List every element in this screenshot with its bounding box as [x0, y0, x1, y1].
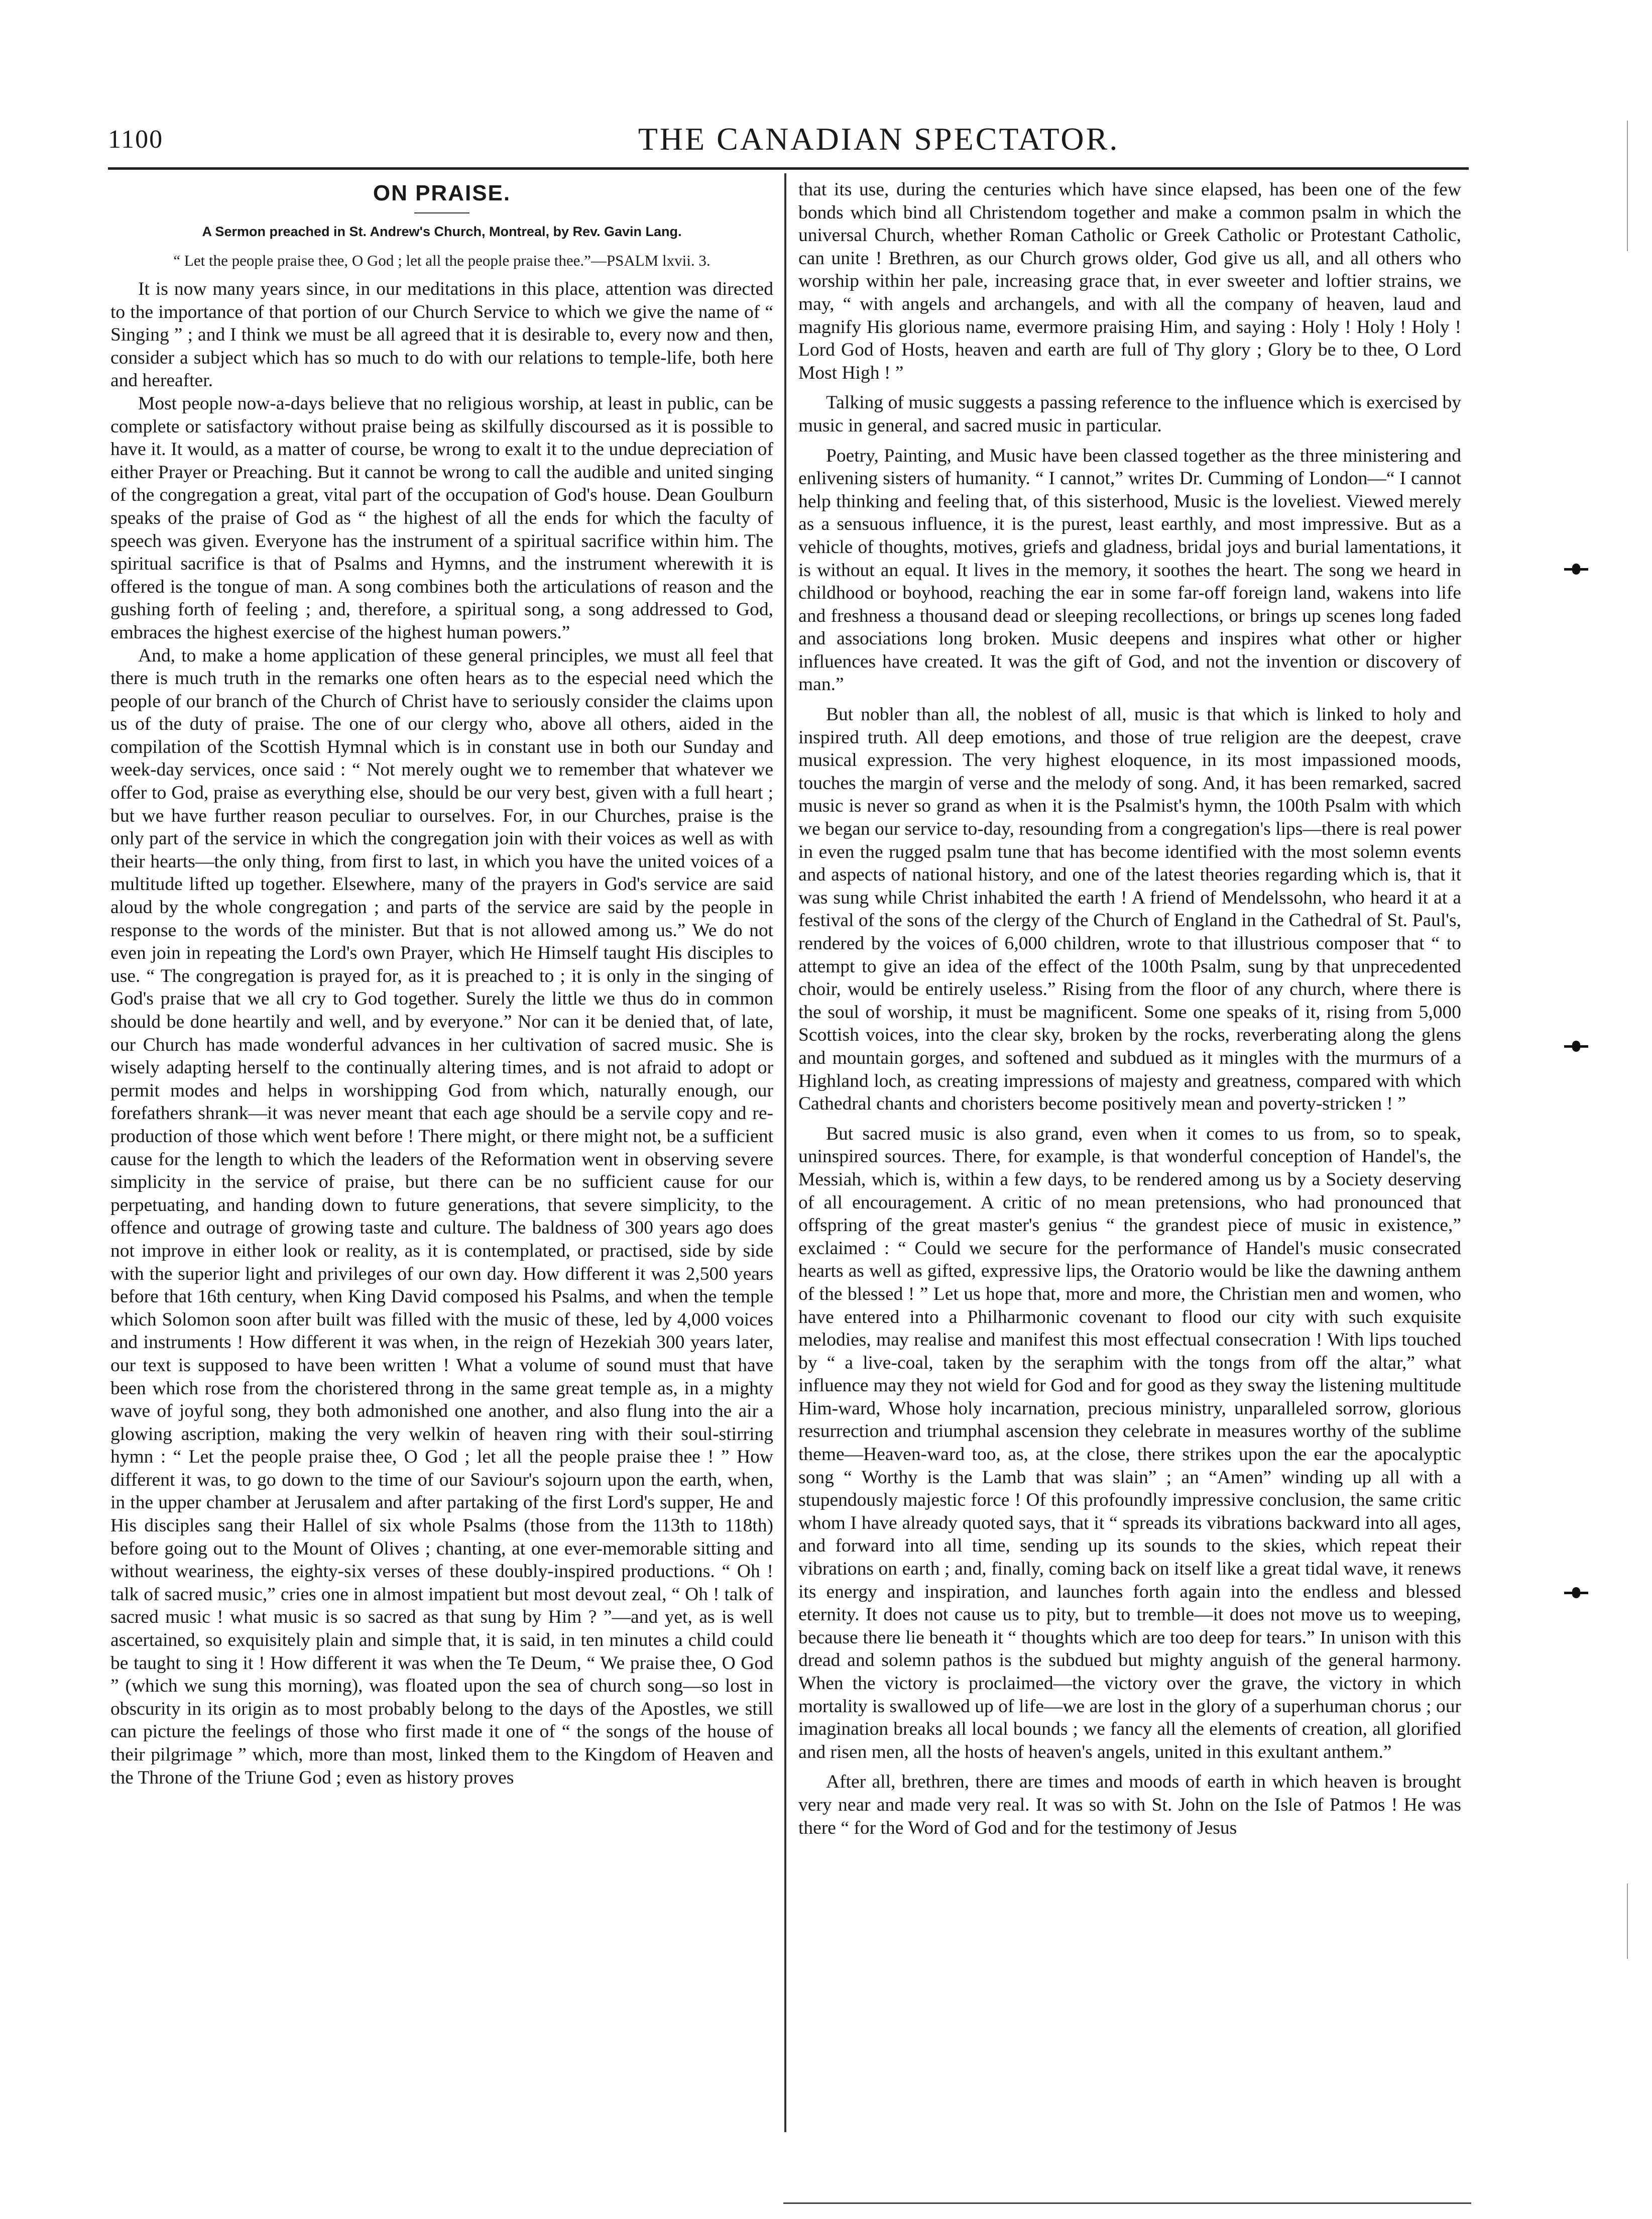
page-edge-line — [1627, 1883, 1628, 1959]
paragraph: Poetry, Painting, and Music have been classed together as the three ministering and enlivening sisters of humanity. “ I cannot,” writes Dr. Cumming of London—“ I cannot help thinking and feeling that, of this sisterhood, Music is the loveliest. Viewed merely as a sensuous influence, it is the purest, least earthly, and most impressive. But as a vehicle of thoughts, motives, griefs and gladness, bridal joys and burial lamentations, it is without an equal. It lives in the memory, it soothes the heart. The song we heard in childhood or boyhood, reaching the ear in some far-off foreign land, wakens into life and freshness a thousand dead or sleeping recollections, or brings up scenes long faded and associations long broken. Music deepens and inspires what other or higher influences have created. It was the gift of God, and not the invention or discovery of man.” — [798, 445, 1461, 695]
binding-hole-mark — [1564, 1587, 1588, 1598]
binding-hole-mark — [1564, 564, 1588, 575]
epigraph: “ Let the people praise thee, O God ; let all the people praise thee.”—PSALM lxvii. 3. — [173, 252, 711, 269]
page-edge-line — [1627, 121, 1628, 251]
paragraph: After all, brethren, there are times and moods of earth in which heaven is brought very near and made very real. It was so with St. John on the Isle of Patmos ! He was there “ for the Word of God and for the testimony of Jesus — [798, 1771, 1461, 1838]
paragraph: But sacred music is also grand, even when it comes to us from, so to speak, uninspired sources. There, for example, is that wonderful conception of Handel's, the Messiah, which is, within a few days, to be rendered among us by a Society deserving of all encouragement. A critic of no mean pretensions, who had pronounced that offspring of the great master's genius “ the grandest piece of music in existence,” exclaimed : “ Could we secure for the performance of Handel's music consecrated hearts as well as gifted, expressive lips, the Oratorio would be like the dawning anthem of the blessed ! ” Let us hope that, more and more, the Christian men and women, who have entered into a Philharmonic covenant to flood our city with such exquisite melodies, may realise and manifest this most effectual consecration ! With lips touched by “ a live-coal, taken by the seraphim with the tongs from off the altar,” what influence may they not wield for God and for good as they sway the listening multitude Him-ward, Whose holy incarnation, precious ministry, unparalleled sorrow, glorious resurrection and triumphal ascension they celebrate in measures worthy of the sublime theme—Heaven-ward too, as, at the close, there strikes upon the ear the apocalyptic song “ Worthy is the Lamb that was slain” ; an “Amen” winding up all with a stupendously majestic force ! Of this profoundly impressive conclusion, the same critic whom I have already quoted says, that it “ spreads its vibrations backward into all ages, and forward into all time, sending up its sounds to the skies, which repeat their vibrations on earth ; and, finally, coming back on itself like a great tidal wave, it renews its energy and inspiration, and launches forth again into the endless and blessed eternity. It does not cause us to pity, but to tremble—it does not move us to weeping, because there lie beneath it “ thoughts which are too deep for tears.” In unison with this dread and solemn pathos is the subdued but mighty anguish of the general harmony. When the victory is proclaimed—the victory over the grave, the victory in which mortality is swallowed up of life—we are lost in the glory of a superhuman chorus ; our imagination breaks all local bounds ; we fancy all the elements of creation, all glorified and risen men, all the hosts of heaven's angels, united in this exultant anthem.” — [798, 1123, 1461, 1762]
article-title: ON PRAISE. — [373, 181, 511, 205]
binding-hole-mark — [1564, 1041, 1588, 1052]
paragraph-continued: that its use, during the centuries which have since elapsed, has been one of the few bonds which bind all Christendom together and make a common psalm in which the universal Church, whether Roman Catholic or Greek Catholic or Protestant Catholic, can unite ! Brethren, as our Church grows older, God give us all, and all others who worship within her pale, increasing grace that, in ever sweeter and loftier strains, we may, “ with angels and archangels, and with all the company of heaven, laud and magnify His glorious name, evermore praising Him, and saying : Holy ! Holy ! Holy ! Lord God of Hosts, heaven and earth are full of Thy glory ; Glory be to thee, O Lord Most High ! ” — [798, 179, 1461, 383]
header-rule — [108, 167, 1469, 170]
paragraph: And, to make a home application of these general principles, we must all feel that there is much truth in the remarks one often hears as to the especial need which the people of our branch of the Church of Christ have to seriously consider the claims upon us of the duty of praise. The one of our clergy who, above all others, aided in the compilation of the Scottish Hymnal which is in constant use in both our Sunday and week-day services, once said : “ Not merely ought we to remember that whatever we offer to God, praise as everything else, should be our very best, given with a full heart ; but we have further reason peculiar to ourselves. For, in our Churches, praise is the only part of the service in which the congregation join with their voices as well as with their hearts—the only thing, from first to last, in which you have the united voices of a multitude lifted up together. Elsewhere, many of the prayers in God's service are said aloud by the whole congregation ; and parts of the service are said by the people in response to the words of the minister. But that is not allowed among us.” We do not even join in repeating the Lord's own Prayer, which He Himself taught His disciples to use. “ The congregation is prayed for, as it is preached to ; it is only in the singing of God's praise that we all cry to God together. Surely the little we thus do in common should be done heartily and well, and by everyone.” Nor can it be denied that, of late, our Church has made wonderful advances in her cultivation of sacred music. She is wisely adapting herself to the continually altering times, and is not afraid to adopt or permit modes and helps in worshipping God from which, naturally enough, our forefathers shrank—it was never meant that each age should be a servile copy and re-production of those which went before ! There might, or there might not, be a sufficient cause for the length to which the leaders of the Reformation went in observing severe simplicity in the service of praise, but there can be no sufficient cause for our perpetuating, and handing down to future generations, that severe simplicity, to the offence and outrage of growing taste and culture. The baldness of 300 years ago does not improve in either look or reality, as it is contemplated, or practised, side by side with the superior light and privileges of our own day. How different it was 2,500 years before that 16th century, when King David composed his Psalms, and when the temple which Solomon soon after built was filled with the music of these, led by 4,000 voices and instruments ! How different it was when, in the reign of Hezekiah 300 years later, our text is supposed to have been written ! What a volume of sound must that have been which rose from the choristered throng in the same great temple as, in a mighty wave of joyful song, they both admonished one another, and also flung into the air a glowing ascription, making the very welkin of heaven ring with their soul-stirring hymn : “ Let the people praise thee, O God ; let all the people praise thee ! ” How different it was, to go down to the time of our Saviour's sojourn upon the earth, when, in the upper chamber at Jerusalem and after partaking of the first Lord's supper, He and His disciples sang their Hallel of six whole Psalms (those from the 113th to 118th) before going out to the Mount of Olives ; chanting, at one ever-memorable sitting and without weariness, the eighty-six verses of these doubly-inspired productions. “ Oh ! talk of sacred music,” cries one in almost impatient but most devout zeal, “ Oh ! talk of sacred music ! what music is so sacred as that sung by Him ? ”—and yet, as is well ascertained, so exquisitely plain and simple that, it is said, in ten minutes a child could be taught to sing it ! How different it was when the Te Deum, “ We praise thee, O God ” (which we sung this morning), was floated upon the sea of church song—so lost in obscurity in its origin as to most probably belong to the days of the Apostles, we still can picture the feelings of those who first made it one of “ the songs of the house of their pilgrimage ” which, more than most, linked them to the Kingdom of Heaven and the Throne of the Triune God ; even as history proves — [110, 645, 773, 1788]
paragraph: But nobler than all, the noblest of all, music is that which is linked to holy and inspired truth. All deep emotions, and those of true religion are the deepest, crave musical expression. The very highest eloquence, in its most impassioned moods, touches the margin of verse and the melody of song. And, it has been remarked, sacred music is never so grand as when it is the Psalmist's hymn, the 100th Psalm with which we began our service to-day, resounding from a congregation's lips—there is real power in even the rugged psalm tune that has become identified with the most solemn events and aspects of national history, and one of the latest theories regarding which is, that it was sung while Christ inhabited the earth ! A friend of Mendelssohn, who heard it at a festival of the sons of the clergy of the Church of England in the Cathedral of St. Paul's, rendered by the voices of 6,000 children, wrote to that illustrious composer that “ to attempt to give an idea of the effect of the 100th Psalm, sung by that unprecedented choir, would be entirely useless.” Rising from the floor of any church, where there is the soul of worship, it must be magnificent. Some one speaks of it, rising from 5,000 Scottish voices, into the clear sky, broken by the rocks, reverberating along the glens and mountain gorges, and softened and subdued as it mingles with the murmurs of a Highland loch, as creating impressions of majesty and greatness, compared with which Cathedral chants and choristers become positively mean and poverty-stricken ! ” — [798, 704, 1461, 1115]
right-column — [798, 178, 1461, 1839]
byline: A Sermon preached in St. Andrew's Church, Montreal, by Rev. Gavin Lang. — [202, 224, 682, 239]
bottom-rule — [783, 2202, 1471, 2204]
title-rule — [414, 212, 469, 213]
paragraph: Talking of music suggests a passing reference to the influence which is exercised by music in general, and sacred music in particular. — [798, 392, 1461, 436]
masthead: THE CANADIAN SPECTATOR. — [638, 121, 1120, 157]
paragraph: Most people now-a-days believe that no religious worship, at least in public, can be complete or satisfactory without praise being as skilfully discoursed as it is possible to have it. It would, as a matter of course, be wrong to exalt it to the undue depreciation of either Prayer or Preaching. But it cannot be wrong to call the audible and united singing of the congregation a great, vital part of the occupation of God's house. Dean Goulburn speaks of the praise of God as “ the highest of all the ends for which the faculty of speech was given. Everyone has the instrument of a spiritual sacrifice within him. The spiritual sacrifice is that of Psalms and Hymns, and the instrument wherewith it is offered is the tongue of man. A song combines both the articulations of reason and the gushing forth of feeling ; and, therefore, a spiritual song, a song addressed to God, embraces the highest exercise of the highest human powers.” — [110, 393, 773, 643]
page-number: 1100 — [108, 125, 164, 154]
left-column — [110, 178, 773, 1789]
paragraph: It is now many years since, in our meditations in this place, attention was directed to the importance of that portion of our Church Service to which we give the name of “ Singing ” ; and I think we must be all agreed that it is desirable to, every now and then, consider a subject which has so much to do with our relations to temple-life, both here and hereafter. — [110, 279, 773, 391]
column-divider — [784, 173, 786, 2132]
